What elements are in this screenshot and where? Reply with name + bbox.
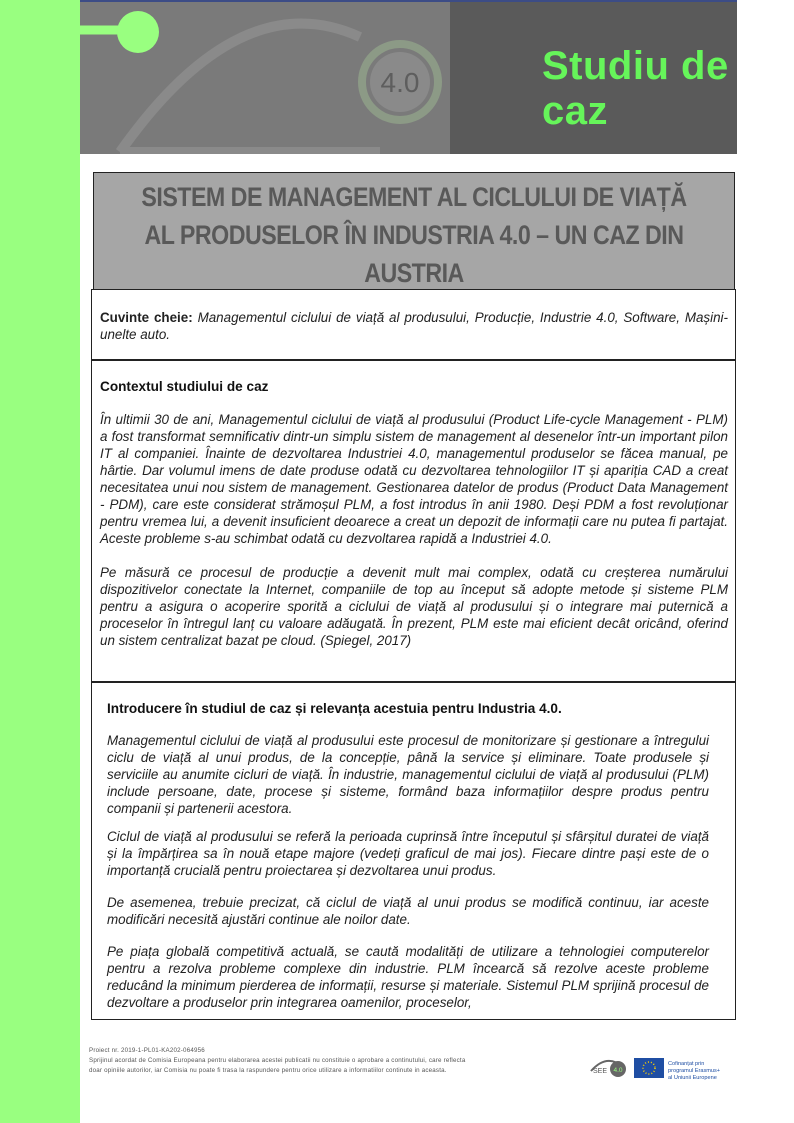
- intro-paragraph-4: Pe piața globală competitivă actuală, se caută modalități de utilizare a tehnologiei computerelor pentru a rezolva probleme complexe din industrie. PLM încearcă să rezolve aceste probleme reducând la minimum pierderea de informații, resurse și materiale. Sistemul PLM sprijină procesul de dezvoltare a produselor prin integrarea oamenilor, proceselor,: [107, 944, 709, 1010]
- header-artwork: [80, 2, 450, 154]
- erasmus-text-3: al Uniunii Europene: [668, 1075, 717, 1081]
- eye-logo-graphic: [80, 2, 450, 154]
- keywords-label: Cuvinte cheie:: [100, 310, 193, 325]
- project-number: Proiect nr. 2019-1-PL01-KA202-064956: [89, 1047, 205, 1054]
- see-logo-badge: 4.0: [613, 1067, 623, 1074]
- left-sidebar-band: [0, 0, 80, 1123]
- keywords-section: [91, 289, 736, 360]
- intro-paragraph-3: De asemenea, trebuie precizat, că ciclul de viață al unui produs se modifică continuu, iar aceste modificări necesită ajustări continue ale noilor date.: [107, 895, 709, 927]
- disclaimer-line-1: Sprijinul acordat de Comisia Europeana pentru elaborarea acestei publicatii nu constituie o aprobare a continutului, care reflecta: [89, 1057, 466, 1064]
- header-badge: 4.0: [380, 67, 420, 98]
- page-header-title: Studiu de caz: [542, 44, 729, 133]
- context-paragraph-2: Pe măsură ce procesul de producție a devenit mult mai complex, odată cu creșterea numărului dispozitivelor conectate la Internet, companiile de top au început să adopte metode și sisteme PLM pentru a asigura o acoperire sporită a ciclului de viață al produsului și o integrare mai puternică a proceselor în întregul lanț cu valoare adăugată. În prezent, PLM este mai eficient decât oricând, oferind un sistem centralizat bazat pe cloud. (Spiegel, 2017): [100, 565, 728, 648]
- context-paragraph-1: În ultimii 30 de ani, Managementul ciclului de viață al produsului (Product Life-cycle Management - PLM) a fost transformat semnificativ dintr-un simplu sistem de management al desenelor într-un important pilon IT al companiei. Înainte de dezvoltarea Industriei 4.0, managementul produselor se făcea manual, pe hârtie. Dar volumul imens de date produse odată cu dezvoltarea tehnologiilor IT și apariția CAD a creat necesitatea unui nou sistem de management. Gestionarea datelor de produs (Product Data Management - PDM), care este considerat strămoșul PLM, a fost introdus în anii 1980. Deși PDM a fost revoluționar pentru vremea lui, a devenit insuficient deoarece a creat un depozit de informații care nu putea fi partajat. Aceste probleme s-au schimbat odată cu dezvoltarea rapidă a Industriei 4.0.: [100, 412, 728, 546]
- erasmus-text-2: programul Erasmus+: [668, 1068, 721, 1074]
- intro-heading: Introducere în studiul de caz și relevanța acestuia pentru Industria 4.0.: [107, 701, 562, 716]
- intro-paragraph-2: Ciclul de viață al produsului se referă la perioada cuprinsă între începutul și sfârșitul duratei de viață și la împărțirea sa în nouă etape majore (vedeți graficul de mai jos). Fiecare dintre pași este de o importanță crucială pentru proiectarea și dezvoltarea unui produs.: [107, 829, 709, 878]
- disclaimer-line-2: doar opiniile autorilor, iar Comisia nu poate fi trasa la raspundere pentru orice utilizare a informatiilor continute in aceasta.: [89, 1067, 447, 1074]
- erasmus-text-1: Cofinanțat prin: [668, 1061, 705, 1067]
- see-logo: [589, 1051, 739, 1087]
- keywords-text: Managementul ciclului de viață al produsului, Producție, Industrie 4.0, Software, Mașini-unelte auto.: [100, 310, 728, 342]
- context-section: [91, 360, 736, 682]
- see-logo-text: SEE: [593, 1068, 608, 1075]
- footer-logos: [589, 1051, 739, 1087]
- document-title: SISTEM DE MANAGEMENT AL CICLULUI DE VIAȚĂ AL PRODUSELOR ÎN INDUSTRIA 4.0 – UN CAZ DIN AUSTRIA: [141, 182, 687, 288]
- footer-disclaimer: [89, 1046, 589, 1076]
- introduction-section: [91, 682, 736, 1020]
- keywords-paragraph: [92, 290, 735, 343]
- intro-paragraph-1: Managementul ciclului de viață al produsului este procesul de monitorizare și gestionare a întregului ciclu de viață al unui produs, de la concepție, până la service și eliminare. Toate produsele și serviciile au anumite cicluri de viață. În industrie, managementul ciclului de viață al produsului (PLM) include persoane, date, procese și sisteme, formând baza informațiilor despre produs pentru companii și partenerii acestora.: [107, 733, 709, 816]
- context-heading: Contextul studiului de caz: [100, 379, 269, 394]
- document-title-box: [93, 172, 735, 289]
- header-banner: [80, 0, 737, 154]
